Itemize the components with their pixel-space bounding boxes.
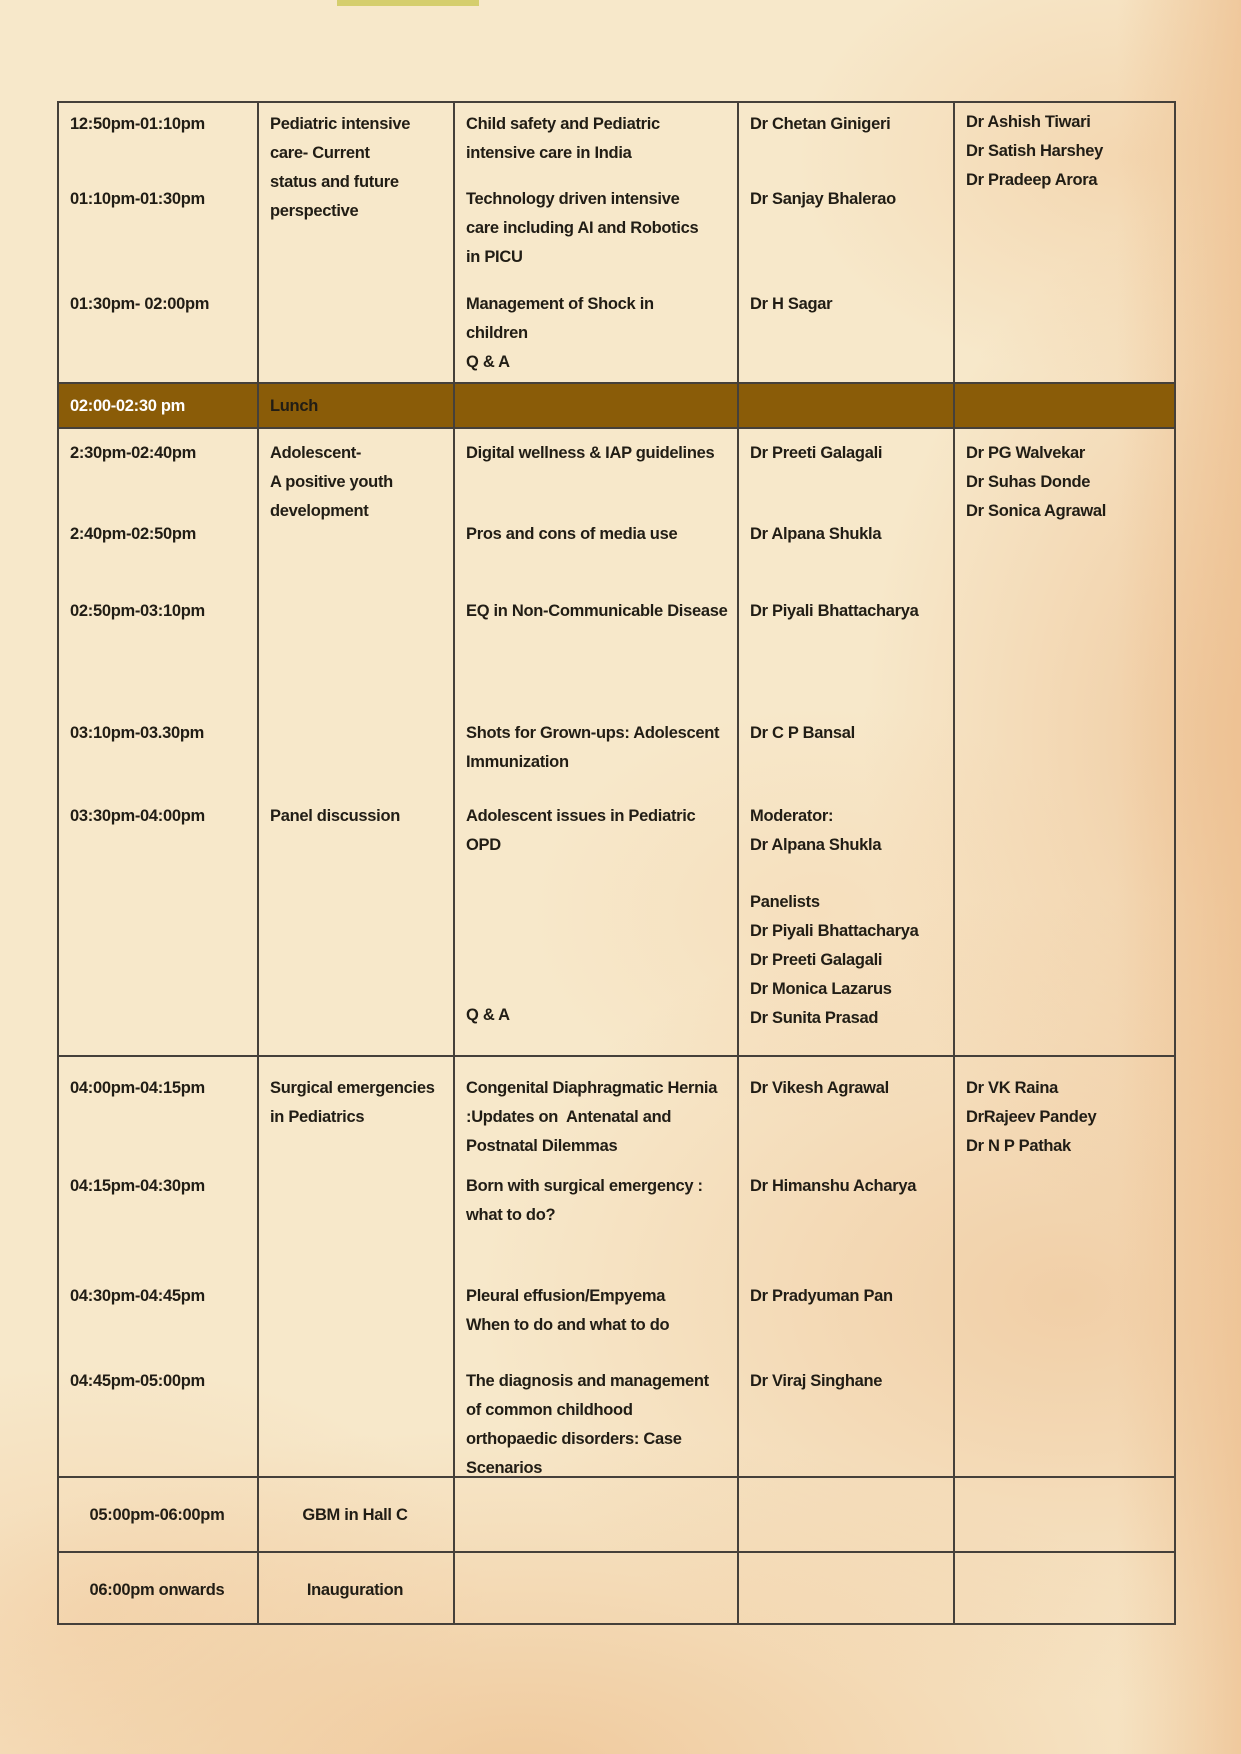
text-line: Immunization [466,753,569,771]
text-line: Dr Viraj Singhane [750,1372,883,1390]
text-line: Dr Monica Lazarus [750,980,892,998]
text-line: Dr Suhas Donde [966,473,1091,491]
text-line: Panel discussion [270,807,400,825]
text-line: 2:30pm-02:40pm [70,444,197,462]
text-line: perspective [270,202,359,220]
text-line: Dr Sanjay Bhalerao [750,190,896,208]
speaker-cell [737,520,953,549]
time-cell [57,110,257,139]
column-divider [953,1553,955,1625]
session-cell [257,1074,453,1132]
text-line: Dr PG Walvekar [966,444,1085,462]
text-line: 05:00pm-06:00pm [89,1506,225,1524]
time-cell [57,1074,257,1103]
text-line: Moderator: [750,807,834,825]
speaker-cell [737,110,953,139]
time-cell [57,1576,257,1605]
text-line: Inauguration [306,1581,404,1599]
text-line: Digital wellness & IAP guidelines [466,444,715,462]
text-line: Dr Alpana Shukla [750,836,882,854]
text-line: of common childhood [466,1401,633,1419]
text-line: in Pediatrics [270,1108,365,1126]
text-line: orthopaedic disorders: Case [466,1430,682,1448]
session-cell [257,110,453,226]
speaker-cell [737,1367,953,1396]
text-line: Panelists [750,893,820,911]
time-cell [57,1501,257,1530]
time-cell [57,290,257,319]
text-line: development [270,502,369,520]
text-line: Dr VK Raina [966,1079,1059,1097]
speaker-cell [737,597,953,626]
column-divider [953,1478,955,1551]
time-cell [57,597,257,626]
top-accent-strip [337,0,479,6]
text-line: in PICU [466,248,523,266]
text-line: Congenital Diaphragmatic Hernia [466,1079,718,1097]
program-schedule-table [57,101,1176,1625]
speaker-cell [737,719,953,748]
text-line: Dr Piyali Bhattacharya [750,922,919,940]
talk-cell [453,290,737,348]
speaker-cell [737,802,953,860]
time-cell [57,185,257,214]
text-line: 2:40pm-02:50pm [70,525,197,543]
time-cell [57,1282,257,1311]
text-line: GBM in Hall C [302,1506,408,1524]
text-line: OPD [466,836,501,854]
column-divider [453,1478,455,1551]
text-line: Dr Alpana Shukla [750,525,882,543]
speaker-cell [737,185,953,214]
text-line: Pediatric intensive [270,115,411,133]
text-line: 04:30pm-04:45pm [70,1287,205,1305]
text-line: Pros and cons of media use [466,525,678,543]
text-line: Surgical emergencies [270,1079,435,1097]
session-cell [257,1576,453,1605]
text-line: Postnatal Dilemmas [466,1137,618,1155]
session-cell [257,392,453,421]
talk-cell [453,520,737,549]
speaker-cell [737,1282,953,1311]
text-line: 04:15pm-04:30pm [70,1177,205,1195]
text-line: 03:10pm-03.30pm [70,724,204,742]
section-surgical-emergencies-in-pediatrics [59,1055,1174,1476]
time-cell [57,1172,257,1201]
column-divider [453,1553,455,1625]
text-line: Dr Pradeep Arora [966,171,1098,189]
talk-cell [453,439,737,468]
text-line: Dr H Sagar [750,295,833,313]
text-line: Child safety and Pediatric [466,115,660,133]
time-cell [57,719,257,748]
text-line: 02:50pm-03:10pm [70,602,205,620]
time-cell [57,802,257,831]
text-line: Dr Sunita Prasad [750,1009,879,1027]
text-line: Q & A [466,353,510,371]
talk-cell [453,597,737,626]
talk-cell [453,1172,737,1230]
text-line: DrRajeev Pandey [966,1108,1097,1126]
time-cell [57,1367,257,1396]
session-cell [257,802,453,831]
text-line: :Updates on Antenatal and [466,1108,672,1126]
column-divider [737,1057,739,1476]
time-cell [57,439,257,468]
session-cell [257,1501,453,1530]
text-line: Dr Ashish Tiwari [966,113,1091,131]
text-line: Pleural effusion/Empyema [466,1287,666,1305]
text-line: Management of Shock in [466,295,654,313]
text-line: 02:00-02:30 pm [70,397,186,415]
section-inauguration [59,1551,1174,1625]
text-line: Dr Pradyuman Pan [750,1287,893,1305]
chairpersons-cell [953,1074,1176,1161]
section-lunch [59,382,1174,427]
text-line: 01:10pm-01:30pm [70,190,205,208]
text-line: 01:30pm- 02:00pm [70,295,210,313]
text-line: Dr Satish Harshey [966,142,1104,160]
talk-cell [453,1001,737,1030]
section-pediatric-intensive-care [59,101,1174,382]
text-line: care- Current [270,144,370,162]
talk-cell [453,1282,737,1340]
speaker-cell [737,1172,953,1201]
text-line: 04:45pm-05:00pm [70,1372,205,1390]
text-line: Dr Preeti Galagali [750,444,883,462]
section-adolescent-positive-youth-development [59,427,1174,1055]
text-line: Dr Preeti Galagali [750,951,883,969]
speaker-cell [737,888,953,1033]
text-line: The diagnosis and management [466,1372,709,1390]
text-line: Dr C P Bansal [750,724,855,742]
text-line: EQ in Non-Communicable Disease [466,602,728,620]
column-divider [953,384,955,427]
time-cell [57,392,257,421]
text-line: Dr N P Pathak [966,1137,1071,1155]
text-line: 04:00pm-04:15pm [70,1079,205,1097]
speaker-cell [737,290,953,319]
text-line: care including AI and Robotics [466,219,699,237]
text-line: Shots for Grown-ups: Adolescent [466,724,720,742]
talk-cell [453,719,737,777]
text-line: Dr Himanshu Acharya [750,1177,917,1195]
talk-cell [453,110,737,168]
text-line: 03:30pm-04:00pm [70,807,205,825]
text-line: Dr Chetan Ginigeri [750,115,891,133]
time-cell [57,520,257,549]
text-line: what to do? [466,1206,556,1224]
text-line: 06:00pm onwards [89,1581,225,1599]
column-divider [737,1478,739,1551]
chairpersons-cell [953,439,1176,526]
text-line: Technology driven intensive [466,190,680,208]
column-divider [737,1553,739,1625]
talk-cell [453,802,737,860]
column-divider [737,101,739,382]
session-cell [257,439,453,526]
text-line: Born with surgical emergency : [466,1177,703,1195]
text-line: Dr Vikesh Agrawal [750,1079,889,1097]
text-line: Scenarios [466,1459,543,1477]
text-line: status and future [270,173,399,191]
column-divider [737,384,739,427]
text-line: Adolescent- [270,444,362,462]
chairpersons-cell [953,108,1176,195]
talk-cell [453,1074,737,1161]
text-line: children [466,324,528,342]
text-line: Dr Piyali Bhattacharya [750,602,919,620]
talk-cell [453,348,737,377]
text-line: intensive care in India [466,144,632,162]
column-divider [453,384,455,427]
talk-cell [453,185,737,272]
text-line: Q & A [466,1006,510,1024]
text-line: 12:50pm-01:10pm [70,115,205,133]
text-line: A positive youth [270,473,393,491]
text-line: Lunch [270,397,318,415]
text-line: Adolescent issues in Pediatric [466,807,696,825]
speaker-cell [737,1074,953,1103]
speaker-cell [737,439,953,468]
text-line: Dr Sonica Agrawal [966,502,1107,520]
talk-cell [453,1367,737,1483]
section-gbm [59,1476,1174,1551]
text-line: When to do and what to do [466,1316,670,1334]
